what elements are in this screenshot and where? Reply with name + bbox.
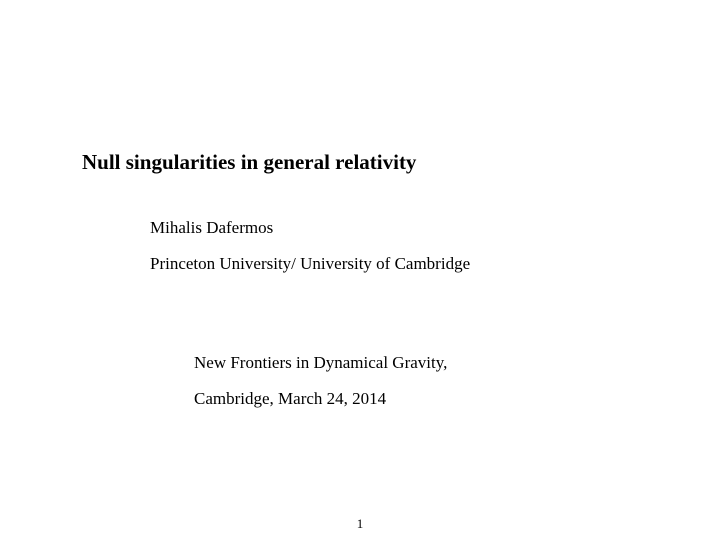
author-block (150, 210, 470, 282)
author-affiliation: Princeton University/ University of Cambridge (150, 254, 471, 273)
event-block (194, 345, 447, 417)
page-number-container (0, 516, 720, 532)
page-number: 1 (356, 516, 364, 531)
event-location-date: Cambridge, March 24, 2014 (194, 389, 387, 408)
event-name: New Frontiers in Dynamical Gravity, (194, 353, 448, 372)
slide-title: Null singularities in general relativity (82, 150, 417, 174)
author-name: Mihalis Dafermos (150, 218, 274, 237)
